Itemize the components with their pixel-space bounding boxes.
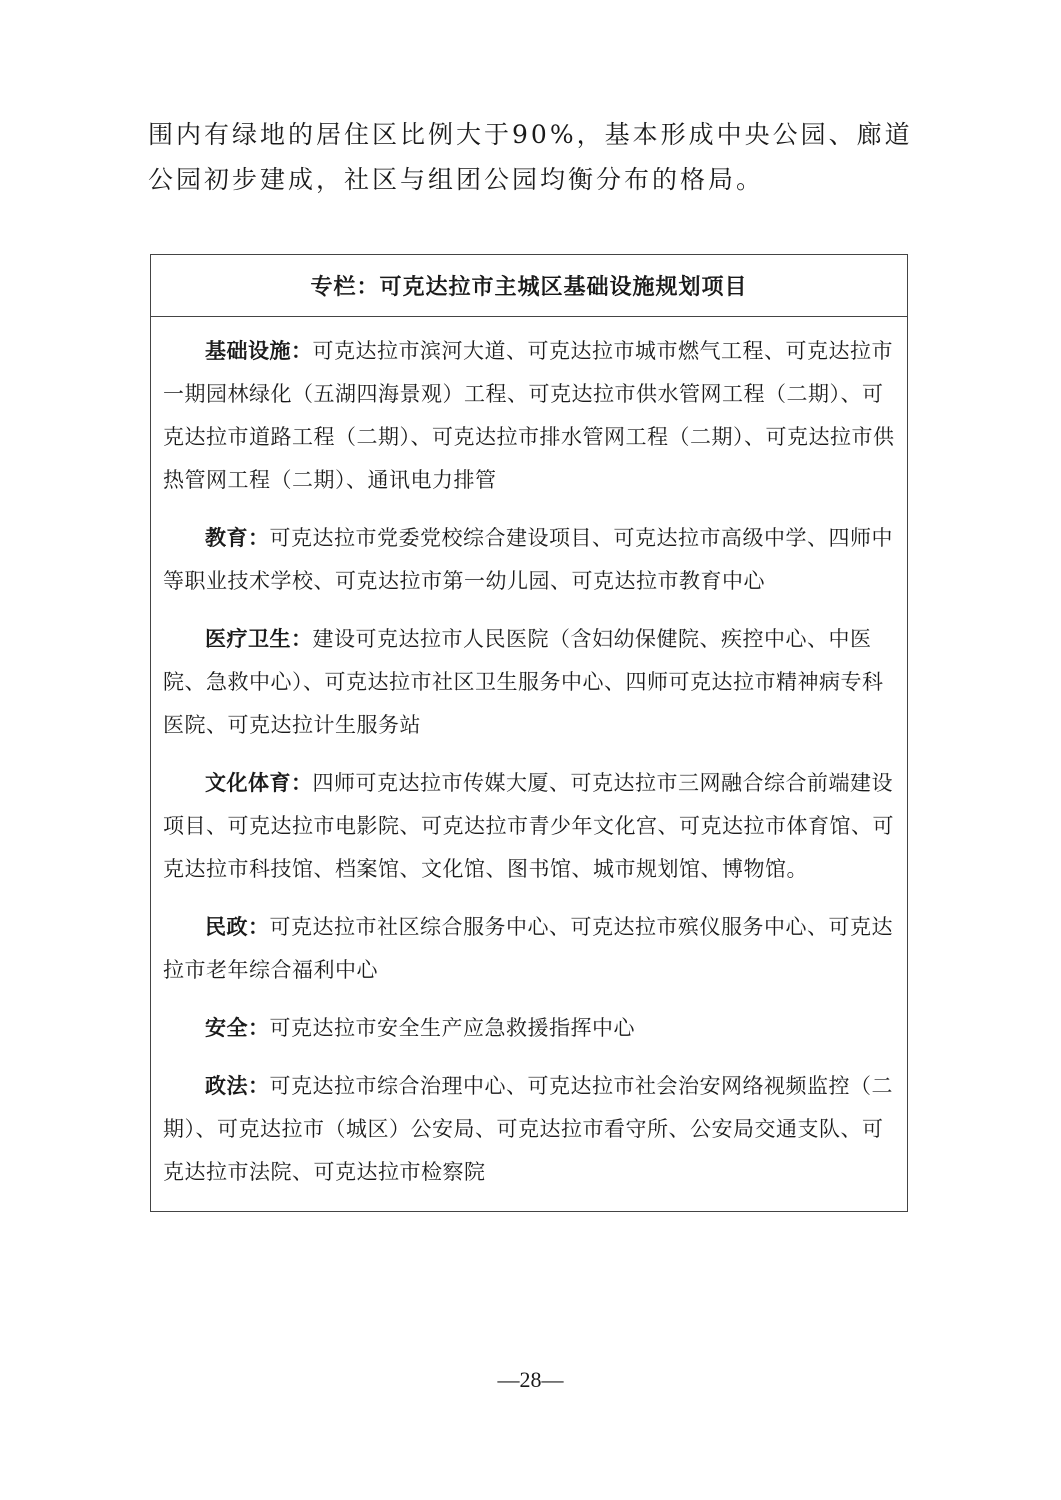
entry-politics-law <box>163 1064 895 1194</box>
entry-label: 安全： <box>205 1015 270 1040</box>
entry-text: 可克达拉市滨河大道、可克达拉市城市燃气工程、可克达拉市一期园林绿化（五湖四海景观）工程、可克达拉市供水管网工程（二期）、可克达拉市道路工程（二期）、可克达拉市排水管网工程（二期）、可克达拉市供热管网工程（二期）、通讯电力排管 <box>163 339 895 492</box>
entry-text: 可克达拉市综合治理中心、可克达拉市社会治安网络视频监控（二期）、可克达拉市（城区）公安局、可克达拉市看守所、公安局交通支队、可克达拉市法院、可克达拉市检察院 <box>163 1074 893 1184</box>
entry-infrastructure <box>163 329 895 502</box>
intro-line-1: 围内有绿地的居住区比例大于90%，基本形成中央公园、廊道 <box>148 120 913 149</box>
entry-label: 政法： <box>205 1073 270 1098</box>
entry-label: 文化体育： <box>205 770 313 795</box>
page-number: —28— <box>497 1367 564 1392</box>
entry-text: 可克达拉市安全生产应急救援指挥中心 <box>269 1016 635 1040</box>
entry-label: 教育： <box>205 525 270 550</box>
intro-paragraph <box>148 112 918 202</box>
entry-education <box>163 516 895 603</box>
column-body <box>151 317 907 1194</box>
entry-civil-affairs <box>163 905 895 992</box>
entry-text: 可克达拉市党委党校综合建设项目、可克达拉市高级中学、四师中等职业技术学校、可克达拉市第一幼儿园、可克达拉市教育中心 <box>163 526 893 593</box>
entry-label: 基础设施： <box>205 338 313 363</box>
entry-text: 可克达拉市社区综合服务中心、可克达拉市殡仪服务中心、可克达拉市老年综合福利中心 <box>163 915 893 982</box>
entry-medical <box>163 617 895 747</box>
entry-text: 四师可克达拉市传媒大厦、可克达拉市三网融合综合前端建设项目、可克达拉市电影院、可克达拉市青少年文化宫、可克达拉市体育馆、可克达拉市科技馆、档案馆、文化馆、图书馆、城市规划馆、博物馆。 <box>163 771 894 881</box>
entry-safety <box>163 1006 895 1050</box>
intro-line-2: 公园初步建成，社区与组团公园均衡分布的格局。 <box>148 165 765 194</box>
entry-culture-sports <box>163 761 895 891</box>
project-column-box <box>150 254 908 1212</box>
column-title: 专栏：可克达拉市主城区基础设施规划项目 <box>151 255 907 317</box>
entry-label: 民政： <box>205 914 270 939</box>
entry-label: 医疗卫生： <box>205 626 313 651</box>
entry-text: 建设可克达拉市人民医院（含妇幼保健院、疾控中心、中医院、急救中心）、可克达拉市社区卫生服务中心、四师可克达拉市精神病专科医院、可克达拉计生服务站 <box>163 627 884 737</box>
